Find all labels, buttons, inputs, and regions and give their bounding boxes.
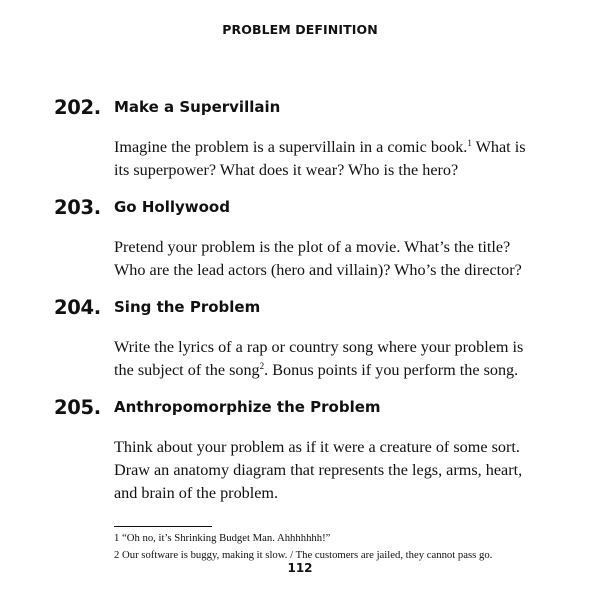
entry-heading bbox=[54, 396, 554, 420]
body-text-span: the subject of the song bbox=[114, 361, 260, 379]
entry-body bbox=[114, 336, 554, 382]
footnote-marker: 2 bbox=[259, 361, 265, 371]
footnotes bbox=[114, 530, 594, 564]
entry-title: Anthropomorphize the Problem bbox=[114, 398, 381, 416]
entry-heading bbox=[54, 196, 554, 220]
footnote-2: 2 Our software is buggy, making it slow. / The customers are jailed, they cannot pass go. bbox=[114, 549, 493, 561]
footnote-divider bbox=[114, 526, 212, 527]
body-line: Draw an anatomy diagram that represents the legs, arms, heart, bbox=[114, 461, 523, 479]
footnote-1: 1 “Oh no, it’s Shrinking Budget Man. Ahhhhhhh!” bbox=[114, 532, 331, 544]
entry-heading bbox=[54, 96, 554, 120]
body-line: Who are the lead actors (hero and villain)? Who’s the director? bbox=[114, 261, 522, 279]
body-line: its superpower? What does it wear? Who is the hero? bbox=[114, 161, 459, 179]
body-line bbox=[114, 359, 554, 382]
entry-number: 205. bbox=[54, 396, 101, 419]
entry-title: Sing the Problem bbox=[114, 298, 261, 316]
entry-title: Make a Supervillain bbox=[114, 98, 281, 116]
body-line: Think about your problem as if it were a creature of some sort. bbox=[114, 438, 520, 456]
entry-205 bbox=[54, 396, 554, 502]
entry-204 bbox=[54, 296, 554, 379]
running-header: PROBLEM DEFINITION bbox=[222, 22, 378, 37]
body-text-span: . Bonus points if you perform the song. bbox=[264, 361, 519, 379]
footnote-marker: 1 bbox=[467, 138, 472, 148]
entry-number: 203. bbox=[54, 196, 101, 219]
body-line: Pretend your problem is the plot of a movie. What’s the title? bbox=[114, 238, 511, 256]
body-line: and brain of the problem. bbox=[114, 484, 279, 502]
entry-body bbox=[114, 436, 554, 505]
body-text-span: What is bbox=[471, 138, 526, 156]
body-line: Write the lyrics of a rap or country song where your problem is bbox=[114, 338, 524, 356]
body-text-span: Imagine the problem is a supervillain in a comic book. bbox=[114, 138, 468, 156]
entry-body bbox=[114, 136, 554, 182]
page-number: 112 bbox=[287, 561, 313, 575]
entry-number: 202. bbox=[54, 96, 101, 119]
entry-title: Go Hollywood bbox=[114, 198, 230, 216]
entry-203 bbox=[54, 196, 554, 279]
body-line bbox=[114, 136, 554, 159]
entry-202 bbox=[54, 96, 554, 179]
entry-body bbox=[114, 236, 554, 282]
entry-heading bbox=[54, 296, 554, 320]
entry-number: 204. bbox=[54, 296, 101, 319]
